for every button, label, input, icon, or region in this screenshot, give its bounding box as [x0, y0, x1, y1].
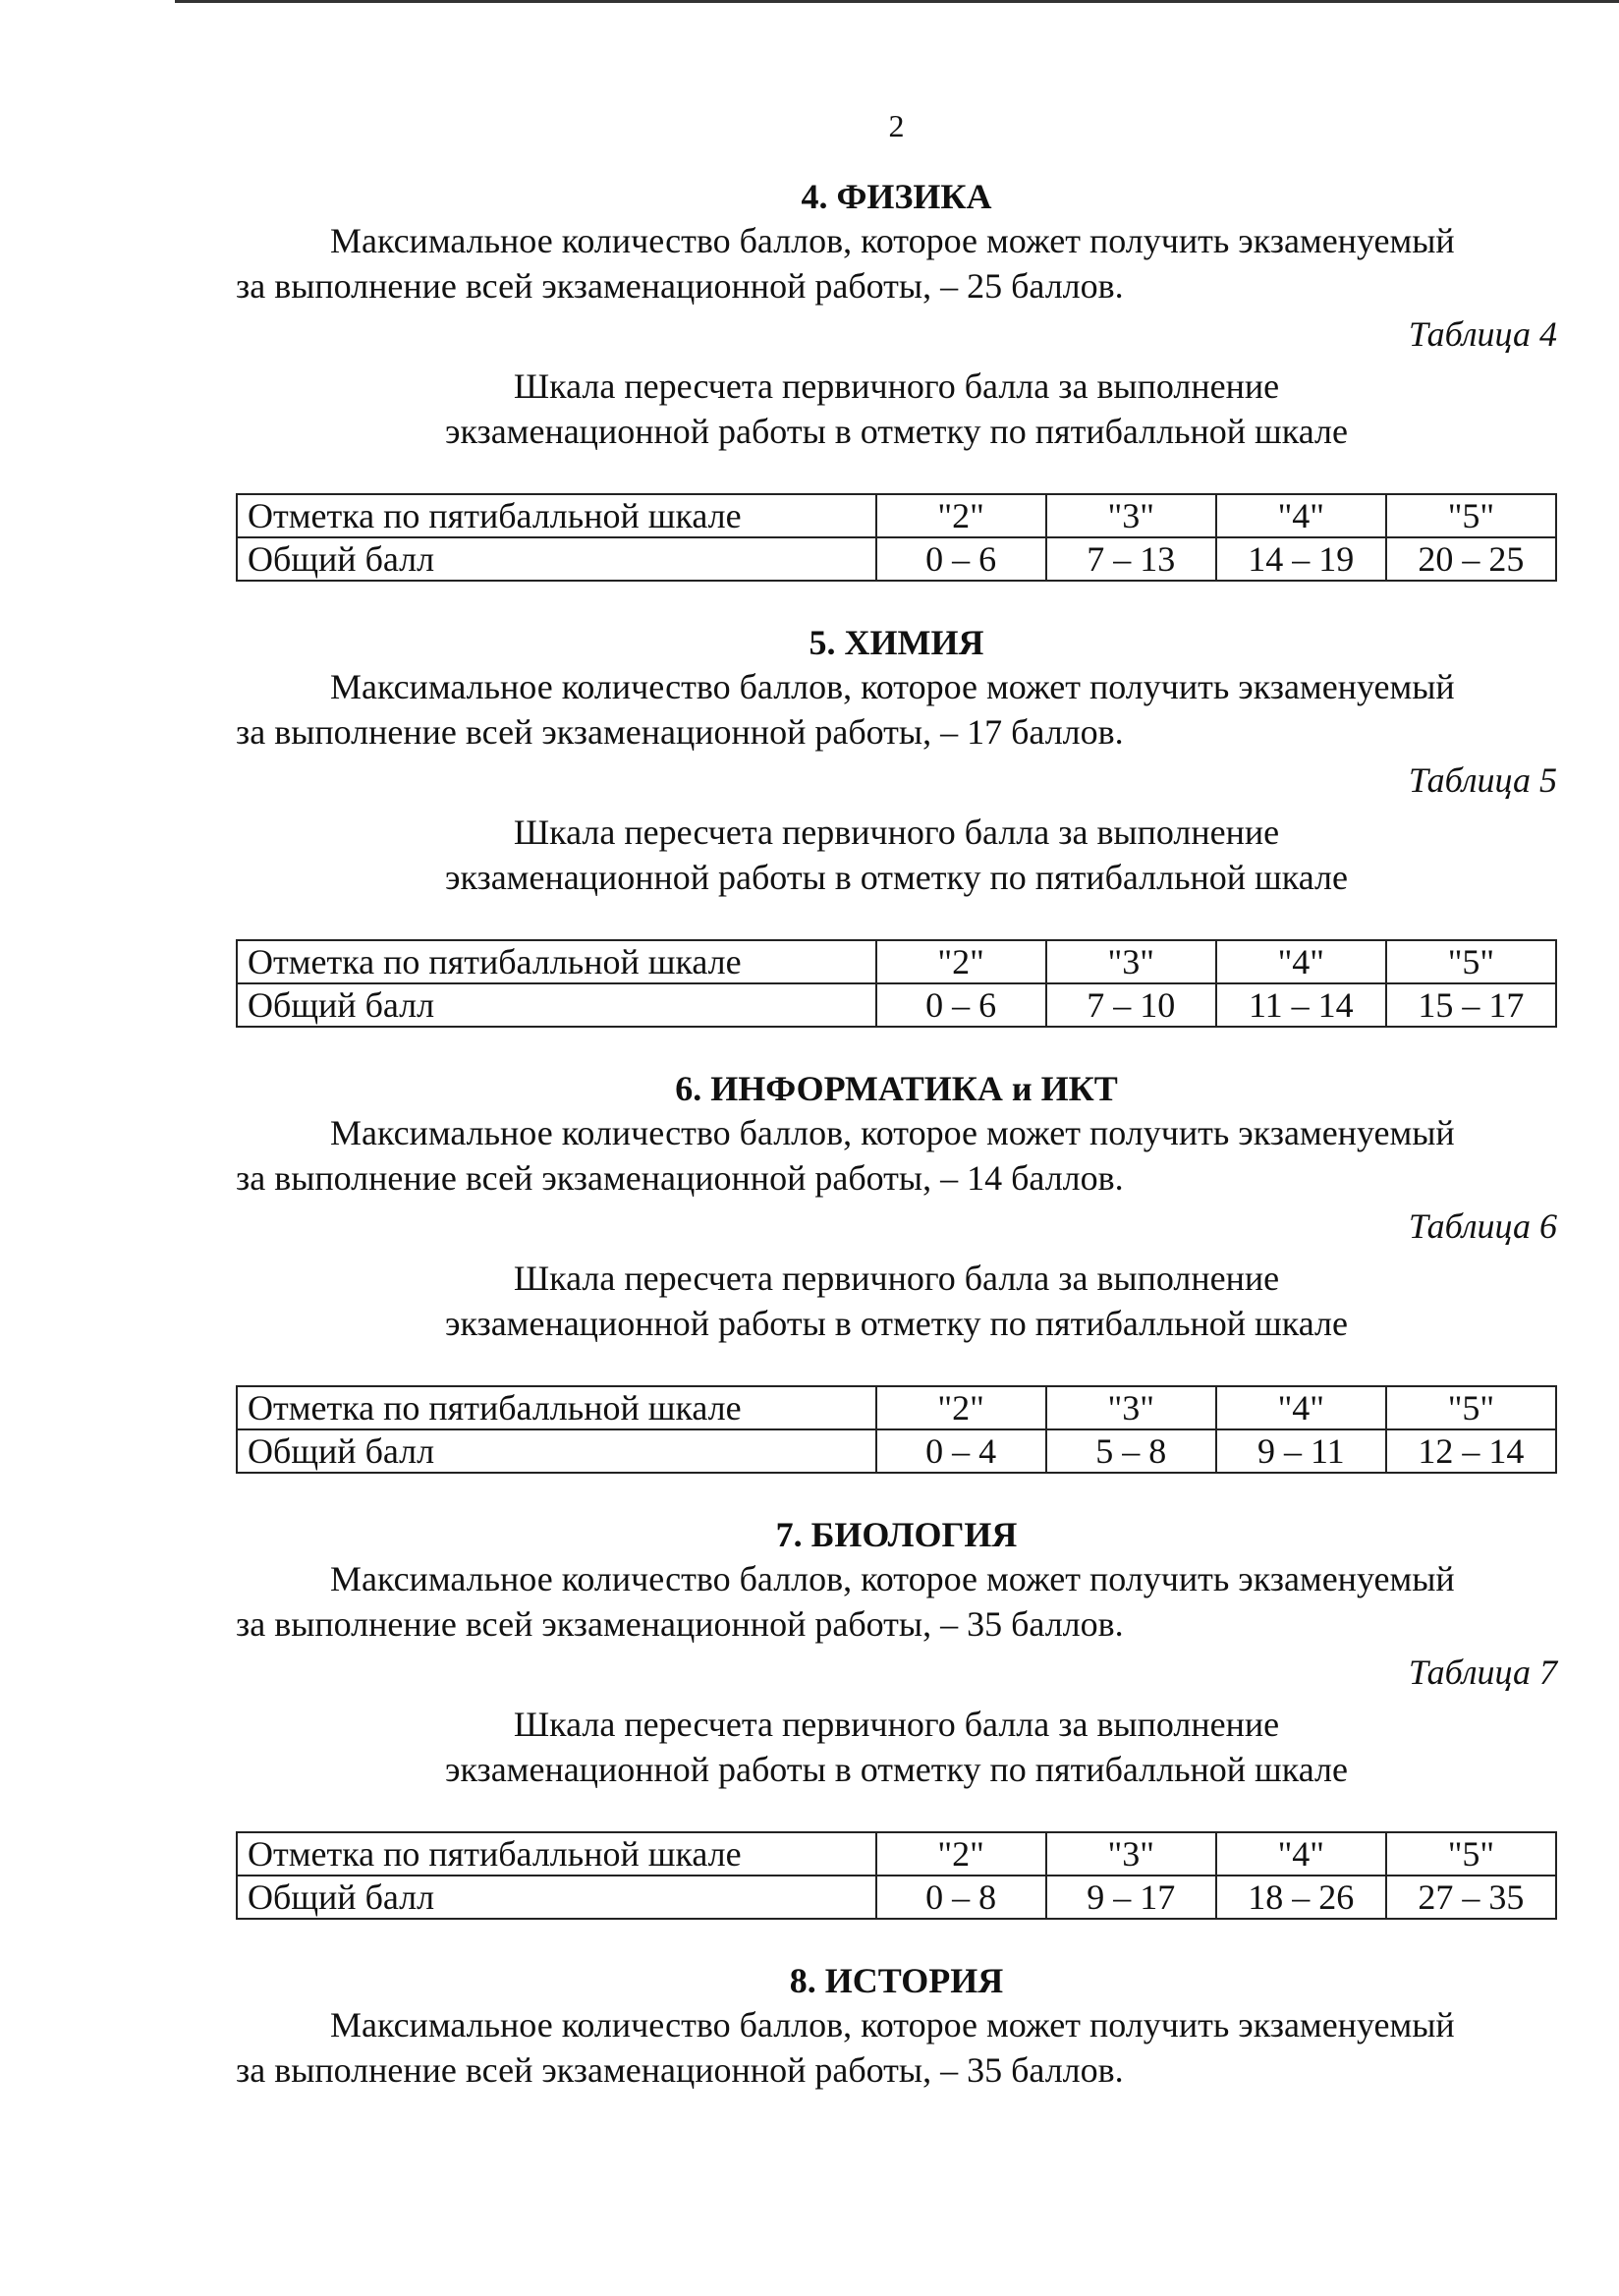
grade-table — [236, 493, 1557, 582]
row-label-grade: Отметка по пятибалльной шкале — [237, 1386, 876, 1429]
range-cell: 9 – 11 — [1216, 1429, 1386, 1473]
section-biology — [236, 1513, 1557, 1920]
table-label: Таблица 7 — [1408, 1652, 1557, 1692]
section-chemistry — [236, 621, 1557, 1028]
caption-line1: Шкала пересчета первичного балла за выполнение — [513, 812, 1280, 852]
scale-caption — [236, 1702, 1557, 1792]
section-title: 7. БИОЛОГИЯ — [775, 1515, 1018, 1554]
grade-cell: "2" — [876, 940, 1046, 983]
table-row — [237, 983, 1556, 1027]
range-cell: 11 – 14 — [1216, 983, 1386, 1027]
grade-cell: "3" — [1046, 940, 1216, 983]
range-cell: 12 – 14 — [1386, 1429, 1556, 1473]
scale-caption — [236, 1256, 1557, 1346]
row-label-total: Общий балл — [237, 537, 876, 581]
max-score-text — [236, 1110, 1557, 1201]
table-label: Таблица 5 — [1408, 760, 1557, 800]
table-row — [237, 537, 1556, 581]
range-cell: 0 – 4 — [876, 1429, 1046, 1473]
grade-cell: "3" — [1046, 1832, 1216, 1876]
range-cell: 7 – 10 — [1046, 983, 1216, 1027]
caption-line2: экзаменационной работы в отметку по пятибалльной шкале — [445, 1304, 1348, 1343]
scale-caption — [236, 364, 1557, 454]
scale-caption — [236, 810, 1557, 900]
range-cell: 14 – 19 — [1216, 537, 1386, 581]
range-cell: 7 – 13 — [1046, 537, 1216, 581]
section-physics — [236, 175, 1557, 582]
row-label-total: Общий балл — [237, 983, 876, 1027]
grade-cell: "2" — [876, 1386, 1046, 1429]
table-label: Таблица 6 — [1408, 1206, 1557, 1246]
grade-table — [236, 1831, 1557, 1920]
max-score-line2: за выполнение всей экзаменационной работы, – 35 баллов. — [236, 2050, 1124, 2090]
grade-table — [236, 939, 1557, 1028]
row-label-grade: Отметка по пятибалльной шкале — [237, 494, 876, 537]
row-label-total: Общий балл — [237, 1429, 876, 1473]
grade-cell: "4" — [1216, 1386, 1386, 1429]
max-score-text — [236, 664, 1557, 755]
max-score-line2: за выполнение всей экзаменационной работы, – 14 баллов. — [236, 1158, 1124, 1198]
grade-cell: "5" — [1386, 494, 1556, 537]
range-cell: 15 – 17 — [1386, 983, 1556, 1027]
max-score-line2: за выполнение всей экзаменационной работы, – 17 баллов. — [236, 712, 1124, 752]
section-history — [236, 1959, 1557, 2093]
document-page — [236, 106, 1557, 2093]
row-label-grade: Отметка по пятибалльной шкале — [237, 1832, 876, 1876]
range-cell: 0 – 6 — [876, 537, 1046, 581]
max-score-line2: за выполнение всей экзаменационной работы, – 35 баллов. — [236, 1604, 1124, 1644]
section-title: 4. ФИЗИКА — [801, 177, 992, 216]
grade-cell: "4" — [1216, 940, 1386, 983]
page-number: 2 — [888, 108, 905, 143]
range-cell: 18 – 26 — [1216, 1876, 1386, 1919]
range-cell: 0 – 6 — [876, 983, 1046, 1027]
max-score-line2: за выполнение всей экзаменационной работы, – 25 баллов. — [236, 266, 1124, 306]
caption-line1: Шкала пересчета первичного балла за выполнение — [513, 366, 1280, 406]
max-score-line1: Максимальное количество баллов, которое может получить экзаменуемый — [330, 667, 1455, 706]
section-title: 5. ХИМИЯ — [809, 623, 984, 662]
section-title: 6. ИНФОРМАТИКА и ИКТ — [675, 1069, 1118, 1108]
grade-cell: "2" — [876, 1832, 1046, 1876]
caption-line1: Шкала пересчета первичного балла за выполнение — [513, 1705, 1280, 1744]
range-cell: 5 – 8 — [1046, 1429, 1216, 1473]
grade-table — [236, 1385, 1557, 1474]
table-row — [237, 1876, 1556, 1919]
range-cell: 20 – 25 — [1386, 537, 1556, 581]
grade-cell: "3" — [1046, 494, 1216, 537]
max-score-text — [236, 218, 1557, 308]
max-score-line1: Максимальное количество баллов, которое может получить экзаменуемый — [330, 1113, 1455, 1152]
grade-cell: "3" — [1046, 1386, 1216, 1429]
table-row — [237, 1429, 1556, 1473]
range-cell: 27 – 35 — [1386, 1876, 1556, 1919]
grade-cell: "5" — [1386, 940, 1556, 983]
max-score-line1: Максимальное количество баллов, которое может получить экзаменуемый — [330, 1559, 1455, 1598]
range-cell: 9 – 17 — [1046, 1876, 1216, 1919]
table-label: Таблица 4 — [1408, 314, 1557, 354]
table-row — [237, 494, 1556, 537]
table-row — [237, 1832, 1556, 1876]
grade-cell: "4" — [1216, 1832, 1386, 1876]
max-score-text — [236, 1556, 1557, 1647]
max-score-line1: Максимальное количество баллов, которое может получить экзаменуемый — [330, 2005, 1455, 2044]
grade-cell: "5" — [1386, 1386, 1556, 1429]
caption-line2: экзаменационной работы в отметку по пятибалльной шкале — [445, 1750, 1348, 1789]
top-border-line — [175, 0, 1619, 3]
caption-line2: экзаменационной работы в отметку по пятибалльной шкале — [445, 858, 1348, 897]
grade-cell: "5" — [1386, 1832, 1556, 1876]
grade-cell: "4" — [1216, 494, 1386, 537]
table-row — [237, 940, 1556, 983]
grade-cell: "2" — [876, 494, 1046, 537]
section-informatics — [236, 1067, 1557, 1474]
row-label-total: Общий балл — [237, 1876, 876, 1919]
row-label-grade: Отметка по пятибалльной шкале — [237, 940, 876, 983]
section-title: 8. ИСТОРИЯ — [789, 1961, 1004, 2000]
max-score-text — [236, 2002, 1557, 2093]
max-score-line1: Максимальное количество баллов, которое может получить экзаменуемый — [330, 221, 1455, 260]
table-row — [237, 1386, 1556, 1429]
range-cell: 0 – 8 — [876, 1876, 1046, 1919]
caption-line1: Шкала пересчета первичного балла за выполнение — [513, 1259, 1280, 1298]
caption-line2: экзаменационной работы в отметку по пятибалльной шкале — [445, 412, 1348, 451]
